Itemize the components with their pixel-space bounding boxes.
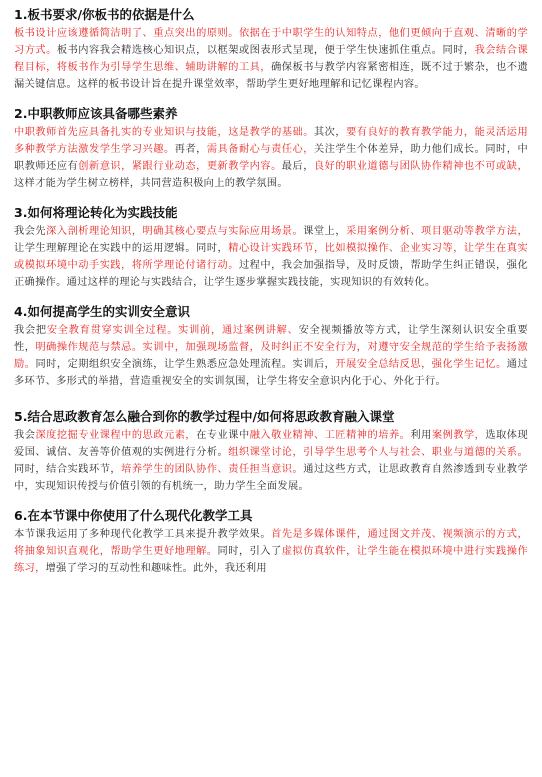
body-text: 过程中，我会加强指导，及时反馈，帮助学生纠正错误，强化正确操作。通过这样的理论与实践结合，让学生逐步掌握实践技能，实现知识的有效转化。 [14, 260, 528, 288]
section-ideological-education [14, 408, 528, 495]
highlighted-text: 需具备耐心与责任心， [206, 144, 314, 155]
highlighted-text: 首先是多媒体课件，通过图文并茂、视频演示的方式，将抽象知识直观化，帮助学生更好地理解。 [14, 529, 528, 557]
highlighted-text: 培养学生的团队协作、责任担当意识。 [121, 464, 304, 475]
section-heading: 5.结合思政教育怎么融合到你的教学过程中/如何将思政教育融入课堂 [14, 409, 395, 424]
highlighted-text: 良好的职业道德与团队协作精神也不可或缺， [313, 161, 528, 172]
highlighted-text: 案例教学， [431, 430, 486, 441]
body-text: 在专业课中 [196, 430, 250, 441]
body-text: 让学生理解理论在实践中的运用逻辑。同时， [14, 243, 229, 254]
body-text: 我会 [14, 430, 36, 441]
section-heading: 4.如何提高学生的实训安全意识 [14, 304, 190, 319]
body-text: 选取体现爱国、诚信、友善等价值观的实例进行分析。 [14, 430, 529, 458]
highlighted-text: 板书设计应该遵循简洁明了、重点突出的原则。依据在于中职学生的认知特点，他们更倾向于直观、清晰的学习方式。 [14, 28, 528, 56]
highlighted-text: 融入敬业精神、工匠精神的培养。 [249, 430, 411, 441]
body-text: 利用 [410, 430, 432, 441]
highlighted-text: 深度挖掘专业课程中的思政元素， [35, 430, 197, 441]
highlighted-text: 开展安全总结反思，强化学生记忆。 [335, 359, 507, 370]
highlighted-text: 创新意识，紧跟行业动态，更新教学内容。 [78, 161, 282, 172]
body-text: 最后， [281, 161, 314, 172]
section-paragraph [14, 526, 528, 577]
section-paragraph [14, 427, 528, 495]
body-text: 增强了学习的互动性和趣味性。此外，我还利用 [45, 563, 267, 574]
section-heading: 3.如何将理论转化为实践技能 [14, 205, 178, 220]
highlighted-text: 精心设计实践环节，比如模拟操作、企业实习等，让学生在真实或模拟环境中动手实践，将所学理论付诸行动。 [14, 243, 529, 271]
highlighted-text: 深入剖析理论知识，明确其核心要点与实际应用场景。 [46, 226, 304, 237]
highlighted-text: 虚拟仿真软件，让学生能在模拟环境中进行实践操作练习， [14, 546, 528, 574]
body-text: 同时，结合实践环节， [14, 464, 122, 475]
body-text: 本节课我运用了多种现代化教学工具来提升教学效果。 [14, 529, 272, 540]
body-text: 通过多环节、多形式的举措，营造重视安全的实训氛围，让学生将安全意识内化于心、外化于行。 [14, 359, 529, 387]
body-text: 这样才能为学生树立榜样，共同营造积极向上的教学氛围。 [14, 178, 288, 189]
section-paragraph [14, 322, 528, 390]
body-text: 其次， [313, 127, 347, 138]
section-heading: 6.在本节课中你使用了什么现代化教学工具 [14, 508, 253, 523]
section-board-writing [14, 6, 528, 93]
highlighted-text: 安全教育贯穿实训全过程。实训前，通过案例讲解、 [46, 325, 299, 336]
highlighted-text: 采用案例分析、项目驱动等教学方法， [346, 226, 528, 237]
body-text: 我会把 [14, 325, 47, 336]
section-modern-tools [14, 507, 528, 577]
body-text: 安全视频播放等方式，让学生深刻认识安全重要性， [14, 325, 528, 353]
section-heading: 2.中职教师应该具备哪些素养 [14, 106, 178, 121]
body-text: 板书内容我会精选核心知识点，以框架或图表形式呈现，便于学生快速抓住重点。同时， [56, 45, 475, 56]
section-paragraph [14, 25, 528, 93]
body-text: 再者， [174, 144, 207, 155]
highlighted-text: 明确操作规范与禁忌。实训中，加强现场监督，及时纠正不安全行为，对遵守安全规范的学生给予表扬激励。 [14, 342, 528, 370]
section-paragraph [14, 223, 528, 291]
highlighted-text: 中职教师首先应具备扎实的专业知识与技能，这是教学的基础。 [14, 127, 314, 138]
section-safety-awareness [14, 303, 528, 390]
body-text: 同时，引入了 [217, 546, 282, 557]
body-text: 我会先 [14, 226, 47, 237]
highlighted-text: 我会结合课程目标，将板书作为引导学生思维、辅助讲解的工具， [14, 45, 529, 73]
body-text: 课堂上， [303, 226, 347, 237]
section-teacher-qualities [14, 105, 528, 192]
section-paragraph [14, 124, 528, 192]
highlighted-text: 组织课堂讨论，引导学生思考个人与社会、职业与道德的关系。 [228, 447, 529, 458]
section-theory-to-practice [14, 204, 528, 291]
body-text: 确保板书与教学内容紧密相连，既不过于繁杂，也不遗漏关键信息。这样的板书设计旨在提升课堂效率，帮助学生更好地理解和记忆课程内容。 [14, 62, 528, 90]
highlighted-text: 要有良好的教育教学能力，能灵活运用多种教学方法激发学生学习兴趣。 [14, 127, 529, 155]
body-text: 同时，定期组织安全演练，让学生熟悉应急处理流程。实训后， [35, 359, 336, 370]
section-heading: 1.板书要求/你板书的依据是什么 [14, 7, 195, 22]
body-text: 通过这些方式，让思政教育自然渗透到专业教学中，实现知识传授与价值引领的有机统一，助力学生全面发展。 [14, 464, 529, 492]
body-text: 关注学生个体差异，助力他们成长。同时，中职教师还应有 [14, 144, 529, 172]
